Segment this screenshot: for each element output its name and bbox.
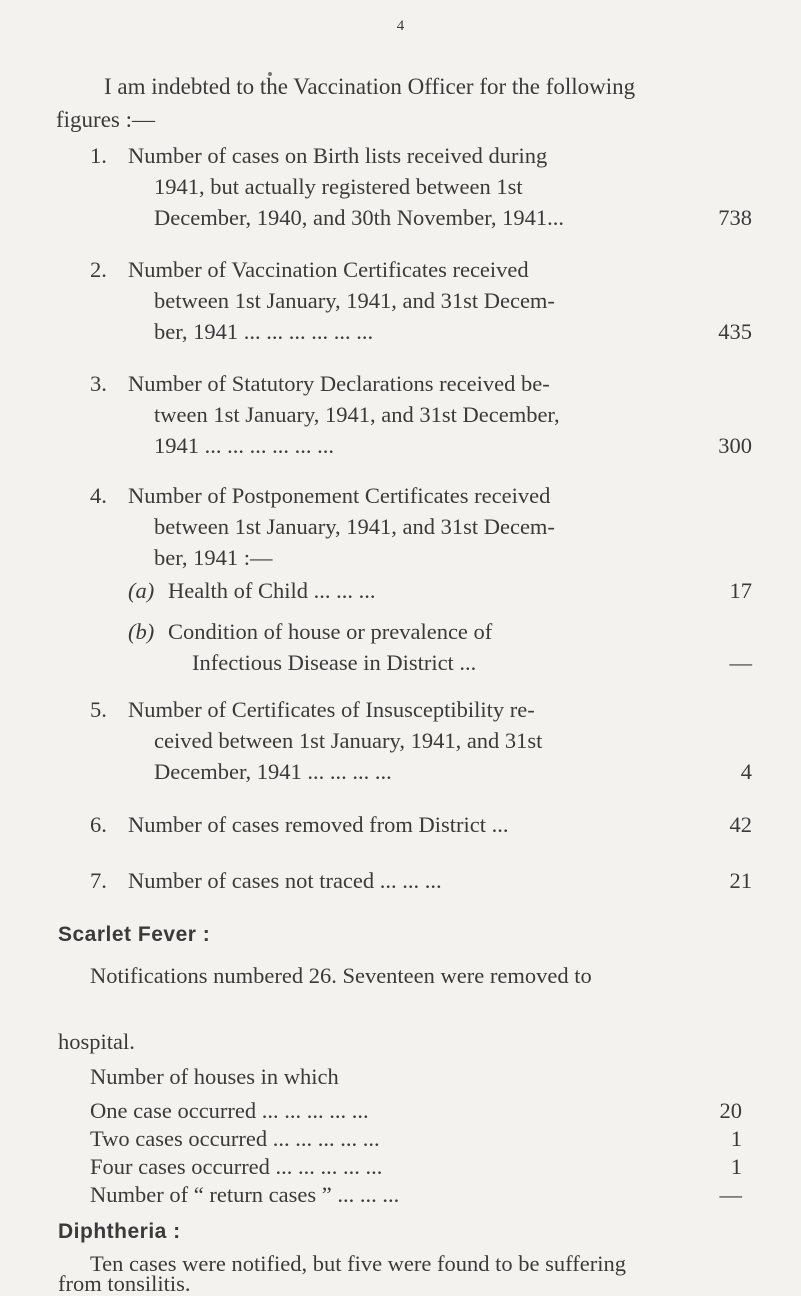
item-line: ber, 1941 ... ... ... ... ... ...	[154, 319, 374, 344]
table-row	[90, 1125, 742, 1153]
diphtheria-heading: Diphtheria :	[58, 1220, 181, 1243]
item-value: 42	[729, 812, 752, 837]
vaccination-item-3	[90, 368, 752, 461]
item-line: Number of Vaccination Certificates received	[128, 257, 529, 282]
houses-intro: Number of houses in which	[90, 1064, 339, 1089]
item-line: Number of cases removed from District ...	[128, 812, 509, 837]
sub-item-b	[128, 616, 752, 678]
item-line: ber, 1941 :—	[154, 545, 273, 570]
item-number: 2.	[90, 257, 107, 282]
item-line: tween 1st January, 1941, and 31st December,	[154, 402, 560, 427]
vaccination-item-5	[90, 694, 752, 787]
item-value: 435	[718, 319, 752, 344]
row-value: —	[719, 1182, 742, 1207]
diphtheria-line-2: from tonsilitis.	[58, 1271, 191, 1296]
sub-item-line: Health of Child ... ... ...	[168, 578, 376, 603]
item-line: Number of Statutory Declarations received be-	[128, 371, 550, 396]
table-row	[90, 1181, 742, 1209]
houses-table	[90, 1063, 742, 1209]
page-number: 4	[396, 18, 405, 34]
scarlet-fever-heading: Scarlet Fever :	[58, 923, 211, 946]
vaccination-item-6	[90, 809, 752, 840]
row-label: Two cases occurred ... ... ... ... ...	[90, 1126, 380, 1151]
item-number: 7.	[90, 868, 107, 893]
item-number: 5.	[90, 697, 107, 722]
item-value: 4	[740, 759, 752, 784]
sub-item-line: Condition of house or prevalence of	[168, 619, 493, 644]
row-value: 20	[719, 1098, 742, 1123]
scarlet-fever-notifications-line-2: hospital.	[58, 1029, 135, 1054]
item-line: 1941 ... ... ... ... ... ...	[154, 433, 334, 458]
item-line: Number of cases on Birth lists received during	[128, 143, 548, 168]
sub-item-label: (a)	[128, 578, 155, 603]
item-value: 21	[729, 868, 752, 893]
sub-item-value: —	[729, 650, 752, 675]
intro-paragraph	[56, 70, 756, 136]
row-value: 1	[730, 1154, 742, 1179]
sub-item-label: (b)	[128, 619, 155, 644]
item-number: 4.	[90, 483, 107, 508]
intro-line-1: I am indebted to the Vaccination Officer for the following	[104, 74, 636, 99]
sub-item-value: 17	[729, 578, 752, 603]
item-number: 6.	[90, 812, 107, 837]
vaccination-item-7	[90, 865, 752, 896]
table-row	[90, 1153, 742, 1181]
item-number: 3.	[90, 371, 107, 396]
vaccination-item-2	[90, 254, 752, 347]
item-line: between 1st January, 1941, and 31st Decem-	[154, 514, 555, 539]
item-line: between 1st January, 1941, and 31st Decem-	[154, 288, 555, 313]
row-value: 1	[730, 1126, 742, 1151]
item-number: 1.	[90, 143, 107, 168]
item-value: 300	[718, 433, 752, 458]
row-label: Four cases occurred ... ... ... ... ...	[90, 1154, 383, 1179]
item-value: 738	[718, 205, 752, 230]
intro-line-2: figures :—	[56, 107, 156, 132]
sub-item-line: Infectious Disease in District ...	[192, 650, 477, 675]
item-line: Number of Certificates of Insusceptibility re-	[128, 697, 535, 722]
sub-item-a	[128, 575, 752, 606]
item-line: 1941, but actually registered between 1st	[154, 174, 523, 199]
row-label: Number of “ return cases ” ... ... ...	[90, 1182, 400, 1207]
item-line: Number of cases not traced ... ... ...	[128, 868, 442, 893]
row-label: One case occurred ... ... ... ... ...	[90, 1098, 369, 1123]
vaccination-item-4	[90, 480, 752, 573]
diphtheria-line-1: Ten cases were notified, but five were found to be suffering	[90, 1251, 626, 1276]
item-line: December, 1941 ... ... ... ...	[154, 759, 392, 784]
item-line: Number of Postponement Certificates received	[128, 483, 551, 508]
table-row	[90, 1097, 742, 1125]
scarlet-fever-notifications-line-1: Notifications numbered 26. Seventeen were removed to	[90, 963, 592, 988]
vaccination-item-1	[90, 140, 752, 233]
item-line: ceived between 1st January, 1941, and 31st	[154, 728, 543, 753]
item-line: December, 1940, and 30th November, 1941...	[154, 205, 564, 230]
